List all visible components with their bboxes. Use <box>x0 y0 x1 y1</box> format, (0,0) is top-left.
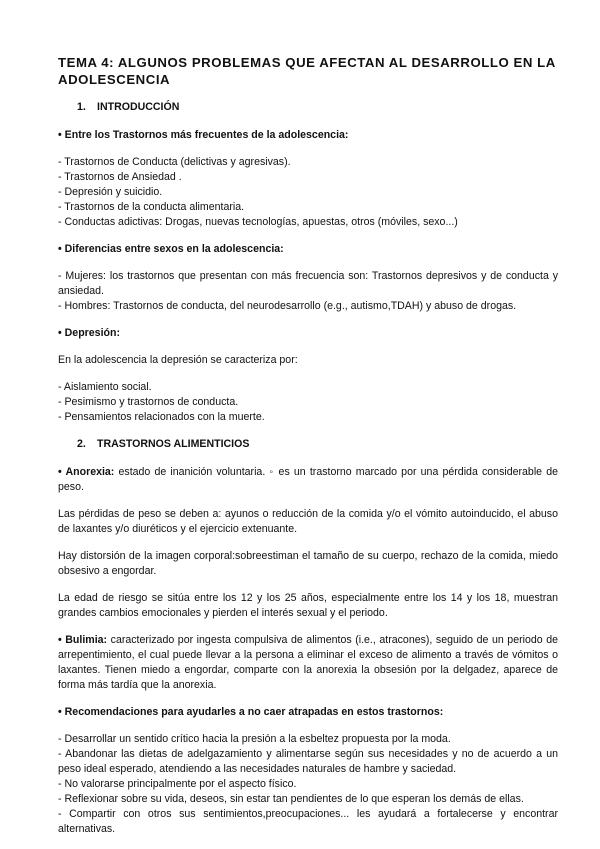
list-recomendaciones <box>58 732 558 837</box>
section-heading-trastornos-alimenticios <box>77 437 558 452</box>
list-item: - Pesimismo y trastornos de conducta. <box>58 396 239 408</box>
list-item: - Mujeres: los trastornos que presentan con más frecuencia son: Trastornos depresivos y de conducta y ansiedad. <box>58 270 558 297</box>
list-item: - Reflexionar sobre su vida, deseos, sin estar tan pendientes de lo que esperan los demás de ellas. <box>58 793 524 805</box>
subheading-trastornos-frecuentes: • Entre los Trastornos más frecuentes de la adolescencia: <box>58 129 349 141</box>
section-heading-introduccion <box>77 100 558 115</box>
section-number: 1. <box>77 101 86 113</box>
list-item: - Conductas adictivas: Drogas, nuevas tecnologías, apuestas, otros (móviles, sexo...) <box>58 216 458 228</box>
anorexia-text: estado de inanición voluntaria. ◦ es un trastorno marcado por una pérdida considerable de peso. <box>58 466 559 493</box>
list-item: - Abandonar las dietas de adelgazamiento y alimentarse según sus necesidades y no de acuerdo a un peso ideal esperado, atendiendo a las necesidades naturales de hambre y saciedad. <box>58 748 558 775</box>
depresion-intro: En la adolescencia la depresión se caracteriza por: <box>58 354 298 366</box>
section-title: TRASTORNOS ALIMENTICIOS <box>97 438 250 450</box>
paragraph-edad-riesgo: La edad de riesgo se sitúa entre los 12 y los 25 años, especialmente entre los 14 y los 18, muestran grandes cambios emocionales y pierden el interés sexual y el periodo. <box>58 592 558 619</box>
list-item: - Trastornos de Conducta (delictivas y agresivas). <box>58 156 291 168</box>
anorexia-label: • Anorexia: <box>58 466 115 478</box>
list-item: - Depresión y suicidio. <box>58 186 163 198</box>
paragraph-distorsion-imagen: Hay distorsión de la imagen corporal:sobreestiman el tamaño de su cuerpo, rechazo de la comida, miedo obsesivo a engordar. <box>58 550 558 577</box>
subheading-diferencias-sexos: • Diferencias entre sexos en la adolescencia: <box>58 243 284 255</box>
list-item: - Trastornos de la conducta alimentaria. <box>58 201 245 213</box>
list-item: - Pensamientos relacionados con la muerte. <box>58 411 265 423</box>
document-title: TEMA 4: ALGUNOS PROBLEMAS QUE AFECTAN AL DESARROLLO EN LA ADOLESCENCIA <box>58 55 556 87</box>
list-item: - Aislamiento social. <box>58 381 152 393</box>
list-depresion <box>58 380 558 425</box>
section-number: 2. <box>77 438 86 450</box>
list-item: - Compartir con otros sus sentimientos,preocupaciones... les ayudará a fortalecerse y encontrar alternativas. <box>58 808 558 835</box>
list-item: - Hombres: Trastornos de conducta, del neurodesarrollo (e.g., autismo,TDAH) y abuso de drogas. <box>58 300 517 312</box>
document-page <box>58 54 558 849</box>
list-item: - Desarrollar un sentido crítico hacia la presión a la esbeltez propuesta por la moda. <box>58 733 451 745</box>
list-trastornos-frecuentes <box>58 155 558 230</box>
section-title: INTRODUCCIÓN <box>97 101 180 113</box>
bulimia-label: • Bulimia: <box>58 634 108 646</box>
bulimia-text: caracterizado por ingesta compulsiva de alimentos (i.e., atracones), seguido de un periodo de arrepentimiento, el cual puede llevar a la persona a eliminar el exceso de alimento a través de vómitos o laxantes. Tienen miedo a engordar, comparte con la anorexia la obsesión por la delgadez, aparece de forma más tardía que la anorexia. <box>58 634 558 691</box>
subheading-recomendaciones: • Recomendaciones para ayudarles a no caer atrapadas en estos trastornos: <box>58 706 444 718</box>
paragraph-perdidas-peso: Las pérdidas de peso se deben a: ayunos o reducción de la comida y/o el vómito autoinducido, el abuso de laxantes y/o diuréticos y el ejercicio extenuante. <box>58 508 558 535</box>
paragraph-anorexia <box>58 465 558 495</box>
list-item: - No valorarse principalmente por el aspecto físico. <box>58 778 297 790</box>
paragraph-bulimia <box>58 633 558 693</box>
subheading-depresion: • Depresión: <box>58 327 120 339</box>
list-diferencias-sexos <box>58 269 558 314</box>
list-item: - Trastornos de Ansiedad . <box>58 171 182 183</box>
